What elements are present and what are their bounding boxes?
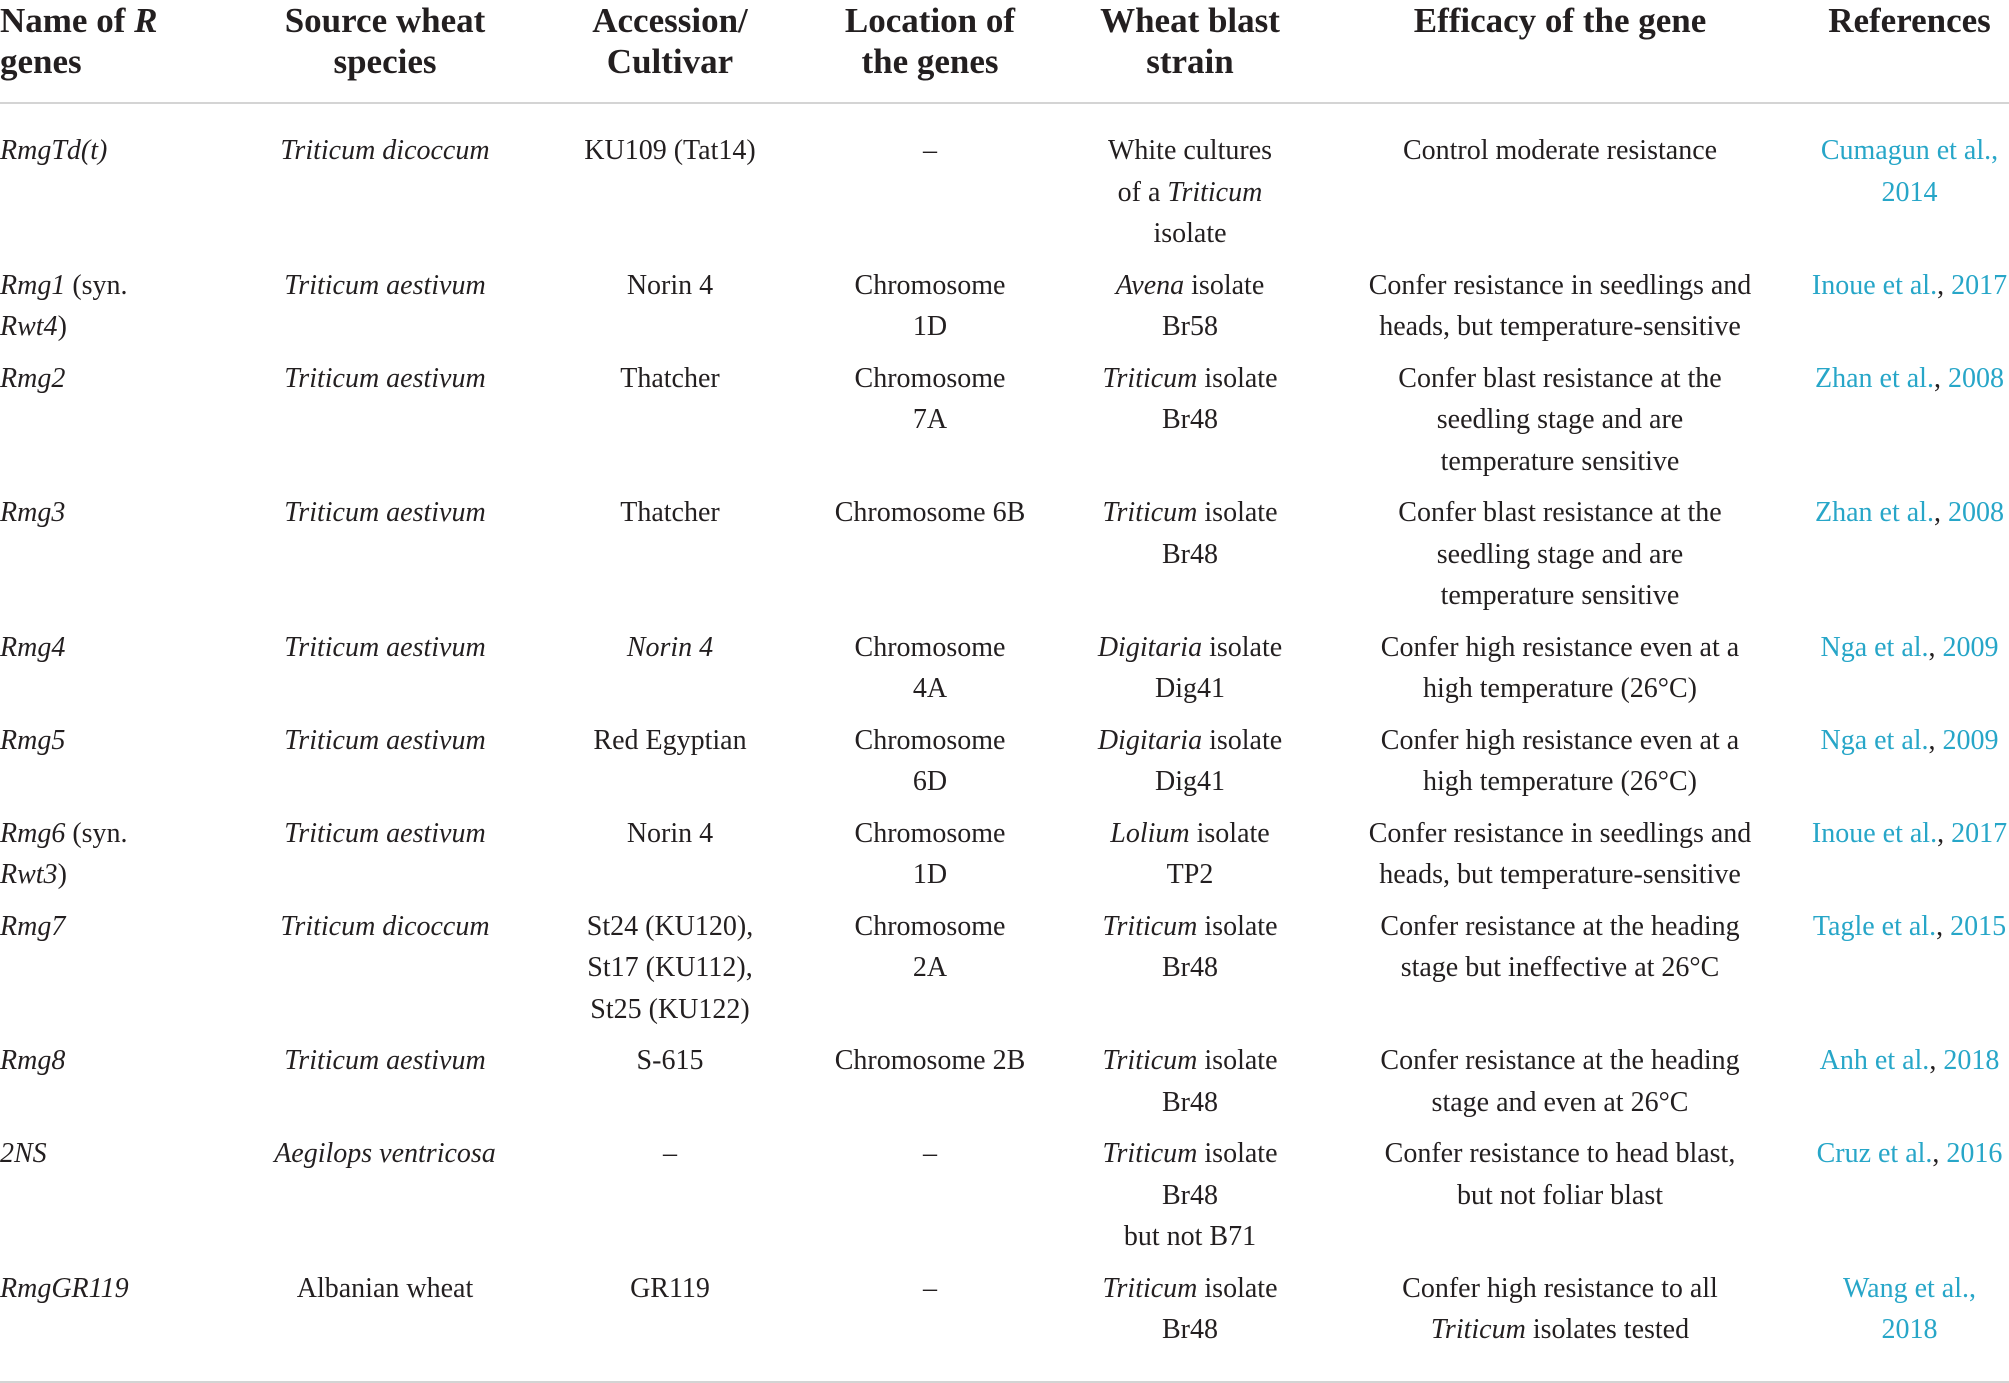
strain-cell: Digitaria isolate Dig41 [1097,631,1283,704]
table-row [0,627,2009,720]
strain-cell: Avena isolate Br58 [1115,269,1265,342]
gene-cell: RmgTd(t) [0,135,108,166]
gene-cell: Rmg6 (syn. Rwt3) [0,817,128,890]
efficacy-cell: Confer high resistance even at a high temperature (26°C) [1380,724,1740,797]
efficacy-cell: Confer resistance in seedlings and heads, but temperature-sensitive [1368,269,1752,342]
table-row [0,1268,2009,1382]
efficacy-cell: Control moderate resistance [1402,135,1718,166]
accession-cell: S-615 [636,1045,704,1076]
species-cell: Triticum aestivum [284,724,486,756]
strain-cell: Triticum isolate Br48 [1070,1268,1310,1382]
accession-cell: St24 (KU120), St17 (KU112), St25 (KU122) [586,910,754,1025]
accession-cell: KU109 (Tat14) [584,135,756,166]
strain-cell: White cultures of a Triticum isolate [1107,135,1273,249]
location-cell: – [923,135,937,166]
location-cell: Chromosome 2B [834,1045,1026,1076]
reference-link[interactable]: Zhan et al., 2008 [1815,497,2004,528]
efficacy-cell: Confer resistance in seedlings and heads, but temperature-sensitive [1368,817,1752,890]
location-cell: Chromosome 6D [854,724,1006,797]
gene-cell: Rmg4 [0,631,66,663]
reference-link[interactable]: Inoue et al., 2017 [1811,269,2008,301]
table-row [0,492,2009,627]
reference-link[interactable]: Tagle et al., 2015 [1812,910,2007,942]
table-row [0,1133,2009,1268]
efficacy-cell: Confer resistance to head blast, but not foliar blast [1384,1138,1736,1211]
header-efficacy: Efficacy of the gene [1310,0,1810,103]
strain-cell: Triticum isolate Br48 [1102,362,1278,435]
species-cell: Aegilops ventricosa [274,1138,496,1169]
strain-cell: Triticum isolate Br48 [1102,497,1278,570]
header-strain: Wheat blast strain [1070,0,1310,103]
efficacy-cell: Confer resistance at the heading stage and even at 26°C [1380,1045,1740,1118]
header-accession: Accession/ Cultivar [550,0,790,103]
table-row [0,1040,2009,1133]
strain-cell: Triticum isolate Br48 [1102,1045,1278,1118]
species-cell: Albanian wheat [220,1268,550,1382]
reference-link[interactable]: Wang et al., 2018 [1810,1268,2009,1382]
accession-cell: – [663,1138,677,1169]
strain-cell: Triticum isolate Br48 but not B71 [1102,1138,1278,1252]
species-cell: Triticum aestivum [284,1045,486,1076]
table-row [0,358,2009,493]
location-cell: Chromosome 7A [854,362,1006,435]
gene-cell: Rmg2 [0,362,66,394]
location-cell: – [790,1268,1070,1382]
table-row [0,813,2009,906]
accession-cell: Red Egyptian [593,724,747,756]
header-source-species: Source wheat species [220,0,550,103]
species-cell: Triticum dicoccum [280,910,490,942]
reference-link[interactable]: Cruz et al., 2016 [1816,1138,2003,1169]
location-cell: Chromosome 1D [854,269,1006,342]
efficacy-cell: Confer high resistance even at a high temperature (26°C) [1380,631,1740,704]
header-location: Location of the genes [790,0,1070,103]
gene-cell: Rmg7 [0,910,66,942]
reference-link[interactable]: Cumagun et al., 2014 [1820,135,1999,208]
location-cell: Chromosome 6B [834,497,1026,528]
species-cell: Triticum aestivum [284,631,486,663]
location-cell: – [923,1138,937,1169]
header-gene-name: Name of R genes [0,0,220,103]
efficacy-cell: Confer resistance at the heading stage but ineffective at 26°C [1380,910,1740,983]
efficacy-cell: Confer blast resistance at the seedling stage and are temperature sensitive [1398,497,1722,611]
reference-link[interactable]: Zhan et al., 2008 [1815,362,2004,394]
location-cell: Chromosome 2A [854,910,1006,983]
reference-link[interactable]: Inoue et al., 2017 [1811,817,2008,849]
efficacy-cell: Confer high resistance to all Triticum isolates tested [1310,1268,1810,1382]
reference-link[interactable]: Nga et al., 2009 [1820,724,1999,756]
strain-cell: Lolium isolate TP2 [1110,817,1270,890]
accession-cell: Norin 4 [626,817,714,849]
accession-cell: Norin 4 [626,269,714,301]
species-cell: Triticum dicoccum [280,135,490,166]
strain-cell: Triticum isolate Br48 [1102,910,1278,983]
reference-link[interactable]: Nga et al., 2009 [1820,631,1999,663]
reference-link[interactable]: Anh et al., 2018 [1819,1045,2000,1076]
header-references: References [1810,0,2009,103]
table-row [0,265,2009,358]
gene-cell: Rmg8 [0,1045,66,1076]
gene-cell: 2NS [0,1138,47,1169]
location-cell: Chromosome 1D [854,817,1006,890]
table-row [0,720,2009,813]
table-row [0,906,2009,1041]
efficacy-cell: Confer blast resistance at the seedling stage and are temperature sensitive [1398,362,1722,477]
species-cell: Triticum aestivum [284,362,486,394]
accession-cell: Thatcher [620,497,720,528]
gene-cell: RmgGR119 [0,1268,220,1382]
header-row [0,0,2009,103]
accession-cell: Norin 4 [626,631,714,663]
gene-cell: Rmg5 [0,724,66,756]
species-cell: Triticum aestivum [284,269,486,301]
gene-cell: Rmg1 (syn. Rwt4) [0,269,128,342]
species-cell: Triticum aestivum [284,817,486,849]
table-row [0,103,2009,265]
table-header [0,0,2009,103]
location-cell: Chromosome 4A [854,631,1006,704]
accession-cell: Thatcher [620,362,720,394]
species-cell: Triticum aestivum [284,497,486,528]
gene-cell: Rmg3 [0,497,66,528]
accession-cell: GR119 [550,1268,790,1382]
strain-cell: Digitaria isolate Dig41 [1097,724,1283,797]
